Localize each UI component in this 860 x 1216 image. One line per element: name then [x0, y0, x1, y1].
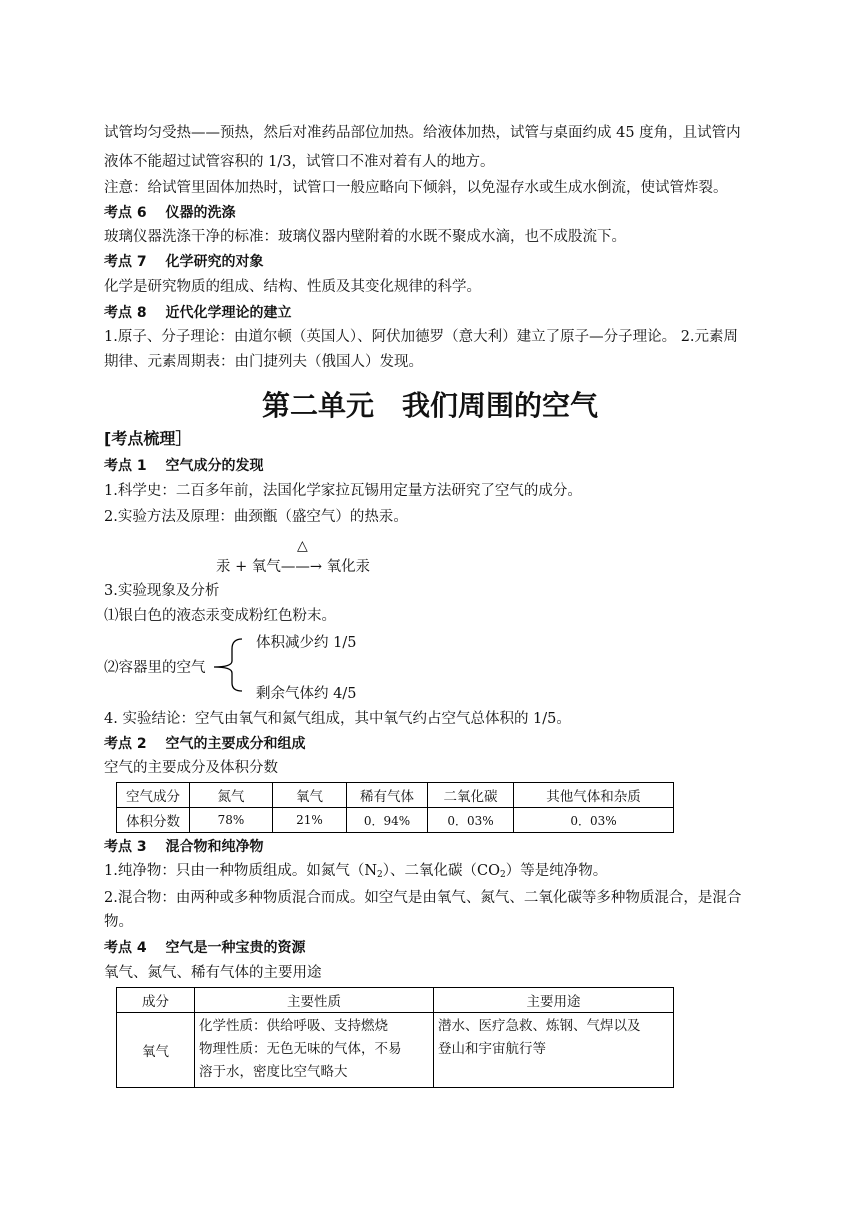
paragraph-line: [104, 860, 607, 886]
paragraph-line: ⑴银白色的液态汞变成粉红色粉末。: [104, 608, 336, 624]
section-heading: 考点 8 近代化学理论的建立: [104, 305, 292, 321]
paragraph-line: 期律、元素周期表：由门捷列夫（俄国人）发现。: [104, 354, 423, 370]
unit-title: 第二单元 我们周围的空气: [261, 389, 598, 422]
table-cell: 0．03%: [514, 808, 674, 833]
table-row: [117, 808, 674, 833]
paragraph-line: 氧气、氮气、稀有气体的主要用途: [104, 965, 322, 981]
table-cell: 主要用途: [434, 988, 674, 1013]
reaction-arrow: ——→: [280, 559, 323, 575]
reaction-equation: [216, 556, 370, 578]
paragraph-line: 4. 实验结论：空气由氧气和氮气组成，其中氧气约占空气总体积的 1/5。: [104, 711, 571, 727]
review-heading: [考点梳理］: [104, 429, 192, 448]
paragraph-line: 2.混合物：由两种或多种物质混合而成。如空气是由氧气、氮气、二氧化碳等多种物质混合，是混合: [104, 890, 742, 906]
air-uses-table: [116, 987, 674, 1088]
paragraph-line: 液体不能超过试管容积的 1/3，试管口不准对着有人的地方。: [104, 154, 495, 170]
paragraph-line: 1.科学史：二百多年前，法国化学家拉瓦锡用定量方法研究了空气的成分。: [104, 483, 582, 499]
text-run: 1.纯净物：只由一种物质组成。如氮气（N: [104, 863, 378, 879]
brace-branch-bottom: 剩余气体约 4/5: [256, 686, 357, 702]
paragraph-line: ⑵容器里的空气: [104, 660, 206, 676]
table-cell: 氧气: [117, 1013, 195, 1088]
section-heading: 考点 4 空气是一种宝贵的资源: [104, 940, 306, 956]
subscript: 2: [377, 870, 383, 880]
table-cell: 成分: [117, 988, 195, 1013]
table-cell: 21%: [273, 808, 347, 833]
cell-line: 物理性质：无色无味的气体，不易: [199, 1041, 402, 1057]
table-cell: 78%: [190, 808, 273, 833]
paragraph-line: 空气的主要成分及体积分数: [104, 760, 278, 776]
paragraph-line: 注意：给试管里固体加热时，试管口一般应略向下倾斜，以免湿存水或生成水倒流，使试管炸裂。: [104, 180, 728, 196]
table-cell: 氧气: [273, 783, 347, 808]
brace-branch-top: 体积减少约 1/5: [256, 635, 357, 651]
paragraph-line: 试管均匀受热——预热，然后对准药品部位加热。给液体加热，试管与桌面约成 45 度角，且试管内: [104, 125, 741, 141]
text-run: ）、二氧化碳（CO: [382, 863, 500, 879]
text-run: ）等是纯净物。: [505, 863, 608, 879]
reactants: 汞 + 氧气: [216, 559, 281, 575]
air-composition-table: [116, 782, 674, 833]
table-cell: 0．03%: [428, 808, 514, 833]
section-heading: 考点 2 空气的主要成分和组成: [104, 736, 306, 752]
paragraph-line: 化学是研究物质的组成、结构、性质及其变化规律的科学。: [104, 279, 481, 295]
brace-icon: [210, 637, 250, 693]
cell-line: 溶于水，密度比空气略大: [199, 1064, 348, 1080]
table-cell: 稀有气体: [347, 783, 428, 808]
table-cell: 二氧化碳: [428, 783, 514, 808]
paragraph-line: 物。: [104, 914, 133, 930]
reaction-condition: △: [297, 538, 308, 554]
cell-line: 潜水、医疗急救、炼钢、气焊以及: [438, 1018, 641, 1034]
table-cell: 主要性质: [195, 988, 434, 1013]
cell-line: 化学性质：供给呼吸、支持燃烧: [199, 1018, 388, 1034]
table-row: [117, 1013, 674, 1088]
table-cell: 0．94%: [347, 808, 428, 833]
paragraph-line: 1.原子、分子理论：由道尔顿（英国人）、阿伏加德罗（意大利）建立了原子—分子理论。 2.元素周: [104, 329, 739, 345]
table-cell: 其他气体和杂质: [514, 783, 674, 808]
table-cell: 体积分数: [117, 808, 190, 833]
subscript: 2: [500, 870, 506, 880]
table-cell: 空气成分: [117, 783, 190, 808]
paragraph-line: 2.实验方法及原理：曲颈甑（盛空气）的热汞。: [104, 509, 408, 525]
table-header-row: [117, 988, 674, 1013]
paragraph-line: 玻璃仪器洗涤干净的标准：玻璃仪器内壁附着的水既不聚成水滴，也不成股流下。: [104, 229, 626, 245]
table-cell: [434, 1013, 674, 1088]
paragraph-line: 3.实验现象及分析: [104, 583, 220, 599]
section-heading: 考点 1 空气成分的发现: [104, 458, 264, 474]
section-heading: 考点 6 仪器的洗涤: [104, 205, 236, 221]
section-heading: 考点 7 化学研究的对象: [104, 254, 264, 270]
table-header-row: [117, 783, 674, 808]
product: 氧化汞: [326, 559, 371, 575]
table-cell: 氮气: [190, 783, 273, 808]
cell-line: 登山和宇宙航行等: [438, 1041, 546, 1057]
section-heading: 考点 3 混合物和纯净物: [104, 839, 264, 855]
table-cell: [195, 1013, 434, 1088]
